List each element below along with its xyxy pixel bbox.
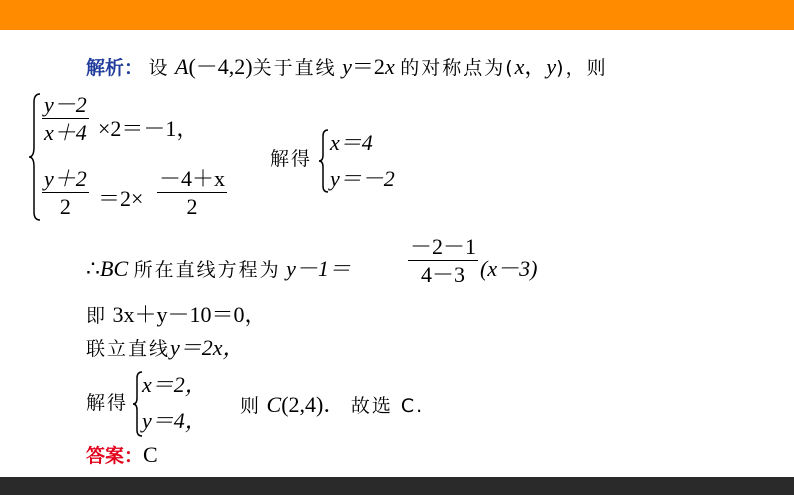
intro-text-4: )，则 — [556, 57, 608, 79]
solution-brace-1 — [318, 128, 330, 194]
eq1-fraction — [42, 94, 89, 144]
solution-intro — [86, 56, 608, 78]
bc-text: 所在直线方程为 — [133, 259, 281, 281]
general-equation: 3x＋y－10＝0， — [112, 302, 267, 327]
combine-line — [86, 337, 245, 359]
answer-label: 答案： — [86, 445, 144, 467]
solution-x-2: x＝2， — [142, 372, 207, 397]
bc-lhs: y－1＝ — [286, 256, 351, 281]
answer-line — [86, 444, 158, 466]
final-conclusion — [240, 394, 424, 416]
eq1-numerator: y－2 — [44, 92, 87, 117]
line-eq: ＝2 — [351, 54, 385, 79]
system-brace — [28, 92, 42, 222]
var-y: y — [546, 54, 557, 79]
top-accent-bar — [0, 0, 794, 30]
bc-rhs: (x－3) — [480, 256, 538, 281]
eq1-rest: ×2＝－1， — [98, 116, 199, 141]
choose-text: 故选 C. — [350, 395, 425, 417]
solve-label-1: 解得 — [270, 148, 313, 170]
combine-text: 联立直线 — [86, 338, 171, 360]
eq2-fraction-2 — [157, 168, 227, 218]
comma: ， — [524, 54, 547, 79]
eq2-mid: ＝2× — [98, 186, 144, 211]
bc-equation-line — [86, 258, 351, 280]
solution-label: 解析： — [86, 57, 144, 79]
general-equation-line — [86, 304, 267, 326]
eq2-numerator: y＋2 — [44, 166, 87, 191]
solution-x-1: x＝4 — [330, 130, 373, 155]
eq2-fraction — [42, 168, 89, 218]
eq2-numerator-2: －4＋x — [159, 166, 226, 191]
point-a-coords: (－4,2) — [188, 54, 253, 79]
eq2-denominator: 2 — [59, 194, 71, 219]
intro-text-2: 关于直线 — [252, 57, 337, 79]
segment-bc: BC — [100, 256, 129, 281]
bc-fraction — [408, 236, 478, 286]
bottom-bar — [0, 477, 794, 495]
line-y: y — [342, 54, 352, 79]
solution-y-1: y＝－2 — [330, 166, 395, 191]
line-x: x — [384, 54, 395, 79]
var-x: x — [514, 54, 525, 79]
bc-denominator: 4－3 — [421, 262, 466, 287]
point-c: C — [266, 392, 282, 417]
answer-value: C — [143, 442, 158, 467]
then-text: 则 — [240, 395, 262, 417]
point-a: A — [175, 54, 189, 79]
equation-prefix: 即 — [86, 305, 108, 327]
solution-y-2: y＝4， — [142, 408, 207, 433]
bc-numerator: －2－1 — [410, 234, 477, 259]
combine-equation: y＝2x， — [170, 335, 245, 360]
point-c-coords: (2,4)． — [281, 392, 346, 417]
therefore-symbol: ∴ — [86, 256, 100, 281]
solve-label-2: 解得 — [86, 392, 129, 414]
eq2-denominator-2: 2 — [186, 194, 198, 219]
eq1-denominator: x＋4 — [44, 120, 87, 145]
intro-text-3: 的对称点为( — [400, 57, 515, 79]
intro-text-1: 设 — [148, 57, 170, 79]
